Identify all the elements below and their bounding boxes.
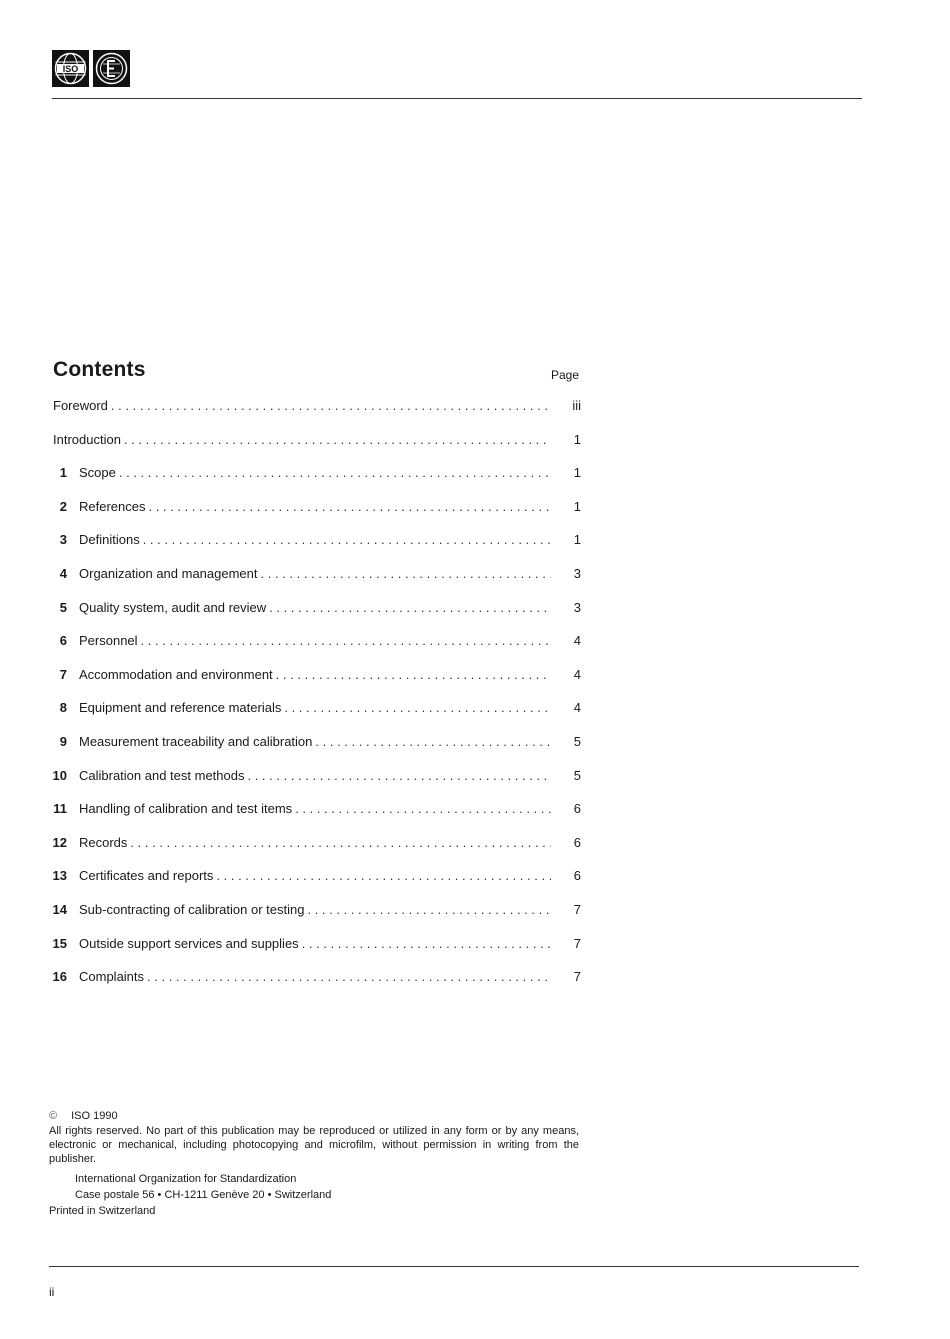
toc-entry-number: 14 [52, 901, 67, 917]
toc-entry [49, 936, 581, 970]
toc-entry-number: 13 [52, 868, 67, 884]
toc-entry-number: 9 [59, 733, 67, 749]
toc-entry-page: 4 [573, 633, 581, 649]
toc-dot-leader [261, 566, 551, 581]
svg-text:ISO: ISO [62, 64, 79, 74]
toc-dot-leader [147, 969, 551, 984]
toc-entry-page: 3 [573, 599, 581, 615]
page-number: ii [49, 1285, 55, 1299]
toc-entry-number: 8 [59, 700, 67, 716]
toc-entry-title: Sub-contracting of calibration or testing [79, 901, 305, 917]
top-divider [52, 98, 862, 99]
iec-logo [93, 50, 130, 87]
toc-entry-page: 6 [573, 801, 581, 817]
toc-entry-title: Scope [79, 465, 116, 481]
toc-dot-leader [302, 936, 551, 951]
toc-entry-number: 10 [52, 767, 67, 783]
toc-dot-leader [295, 801, 551, 816]
toc-dot-leader [276, 667, 551, 682]
toc-dot-leader [141, 633, 551, 648]
toc-entry [49, 835, 581, 869]
toc-dot-leader [130, 835, 551, 850]
toc-entry-page: 4 [573, 700, 581, 716]
toc-entry-number: 12 [52, 834, 67, 850]
toc-dot-leader [143, 532, 551, 547]
toc-dot-leader [119, 465, 551, 480]
toc-entry-page: iii [572, 398, 581, 413]
toc-entry-page: 7 [573, 935, 581, 951]
toc-entry-number: 6 [59, 633, 67, 649]
publisher-address [49, 1171, 579, 1203]
publisher-postal-address: Case postale 56 • CH-1211 Genève 20 • Switzerland [75, 1189, 332, 1201]
toc-entry-title: Quality system, audit and review [79, 599, 267, 615]
toc-entry-number: 11 [53, 801, 67, 817]
copyright-block [49, 1109, 579, 1218]
iso-logo [52, 50, 89, 87]
toc-entry-page: 1 [573, 431, 581, 447]
toc-entry [49, 499, 581, 533]
copyright-line [49, 1109, 579, 1123]
toc-dot-leader [216, 868, 551, 883]
toc-entry-page: 7 [573, 901, 581, 917]
toc-entry-title: Handling of calibration and test items [79, 801, 293, 817]
toc-entry [49, 768, 581, 802]
toc-dot-leader [124, 432, 551, 447]
toc-entry-page: 1 [573, 498, 581, 514]
toc-entry-number: 15 [52, 935, 67, 951]
toc-entry-number: 3 [59, 532, 67, 548]
contents-title: Contents [53, 358, 146, 381]
toc-dot-leader [284, 700, 551, 715]
toc-entry [49, 465, 581, 499]
printed-location: Printed in Switzerland [49, 1205, 156, 1217]
toc-dot-leader [307, 902, 551, 917]
page-column-heading: Page [550, 368, 579, 382]
copyright-text: ISO 1990 [71, 1110, 118, 1122]
toc-entry-number: 1 [59, 465, 67, 481]
toc-entry [49, 868, 581, 902]
toc-entry-page: 4 [573, 666, 581, 682]
toc-entry-title: Records [79, 834, 128, 850]
toc-entry [49, 700, 581, 734]
toc-entry-title: Equipment and reference materials [79, 700, 282, 716]
toc-entry-page: 1 [573, 465, 581, 481]
toc-entry-title: Accommodation and environment [79, 666, 273, 682]
toc-entry-page: 1 [573, 532, 581, 548]
toc-entry [49, 969, 581, 1003]
toc-entry-page: 5 [573, 767, 581, 783]
toc-entry-title: Complaints [79, 969, 145, 985]
toc-entry-page: 3 [573, 565, 581, 581]
table-of-contents [49, 398, 581, 1003]
copyright-symbol: © [49, 1110, 58, 1122]
toc-entry-number: 7 [59, 666, 67, 682]
toc-entry-title: Introduction [53, 431, 121, 447]
rights-statement: All rights reserved. No part of this publication may be reproduced or utilized in any form or by any means, electronic or mechanical, including photocopying and microfilm, without permission in writing from the publisher. [49, 1125, 579, 1165]
toc-entry-title: Organization and management [79, 565, 258, 581]
toc-dot-leader [315, 734, 551, 749]
toc-entry-title: Measurement traceability and calibration [79, 733, 313, 749]
toc-entry [49, 600, 581, 634]
toc-entry-title: Certificates and reports [79, 868, 214, 884]
toc-entry-title: Personnel [79, 633, 138, 649]
toc-entry-page: 6 [573, 834, 581, 850]
toc-entry [49, 633, 581, 667]
toc-entry [49, 801, 581, 835]
toc-entry [49, 432, 581, 466]
toc-entry-title: Calibration and test methods [79, 767, 245, 783]
toc-entry [49, 734, 581, 768]
toc-entry-title: References [79, 498, 146, 514]
publisher-name: International Organization for Standardization [75, 1173, 297, 1185]
toc-dot-leader [111, 398, 551, 413]
bottom-divider [49, 1266, 859, 1267]
toc-entry-title: Foreword [53, 398, 108, 413]
toc-entry-number: 5 [59, 599, 67, 615]
toc-entry [49, 566, 581, 600]
toc-entry-title: Definitions [79, 532, 140, 548]
toc-entry-title: Outside support services and supplies [79, 935, 299, 951]
toc-entry [49, 667, 581, 701]
toc-entry [49, 532, 581, 566]
toc-entry-page: 5 [573, 733, 581, 749]
logo-group [52, 50, 130, 87]
toc-entry [49, 902, 581, 936]
toc-entry-page: 6 [573, 868, 581, 884]
toc-dot-leader [269, 600, 551, 615]
toc-entry [49, 398, 581, 432]
toc-entry-number: 2 [59, 498, 67, 514]
toc-dot-leader [148, 499, 551, 514]
toc-entry-number: 4 [59, 565, 67, 581]
toc-entry-page: 7 [573, 969, 581, 985]
toc-entry-number: 16 [52, 969, 67, 985]
toc-dot-leader [247, 768, 551, 783]
